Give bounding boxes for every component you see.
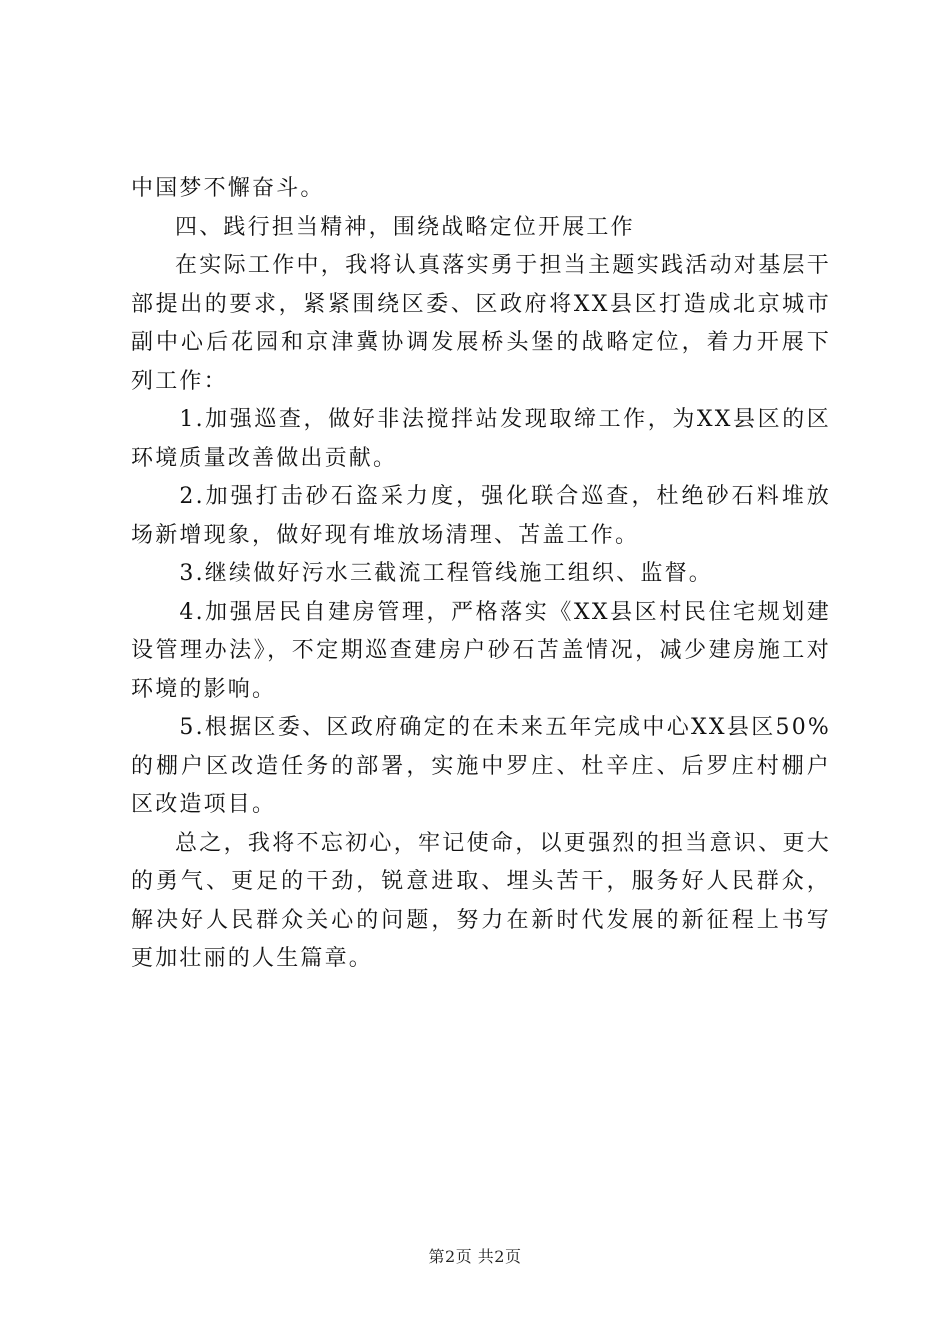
list-item-4: 4.加强居民自建房管理，严格落实《XX县区村民住宅规划建设管理办法》，不定期巡查建房户砂石苫盖情况，减少建房施工对环境的影响。 — [131, 599, 831, 702]
list-item-3: 3.继续做好污水三截流工程管线施工组织、监督。 — [179, 561, 713, 586]
section-heading: 四、践行担当精神，围绕战略定位开展工作 — [175, 214, 635, 240]
page-number-footer: 第2页 共2页 — [428, 1247, 522, 1266]
paragraph-continuation: 中国梦不懈奋斗。 — [131, 176, 325, 201]
list-item-5: 5.根据区委、区政府确定的在未来五年完成中心XX县区50%的棚户区改造任务的部署，实施中罗庄、杜辛庄、后罗庄村棚户区改造项目。 — [131, 715, 831, 817]
list-item-1: 1.加强巡查，做好非法搅拌站发现取缔工作，为XX县区的区环境质量改善做出贡献。 — [131, 407, 831, 471]
document-body — [131, 170, 831, 979]
list-item-2: 2.加强打击砂石盗采力度，强化联合巡查，杜绝砂石料堆放场新增现象，做好现有堆放场清理、苫盖工作。 — [131, 484, 831, 548]
paragraph-conclusion: 总之，我将不忘初心，牢记使命，以更强烈的担当意识、更大的勇气、更足的干劲，锐意进取、埋头苦干，服务好人民群众，解决好人民群众关心的问题，努力在新时代发展的新征程上书写更加壮丽的人生篇章。 — [131, 830, 831, 971]
paragraph-intro: 在实际工作中，我将认真落实勇于担当主题实践活动对基层干部提出的要求，紧紧围绕区委、区政府将XX县区打造成北京城市副中心后花园和京津冀协调发展桥头堡的战略定位，着力开展下列工作： — [131, 253, 831, 394]
